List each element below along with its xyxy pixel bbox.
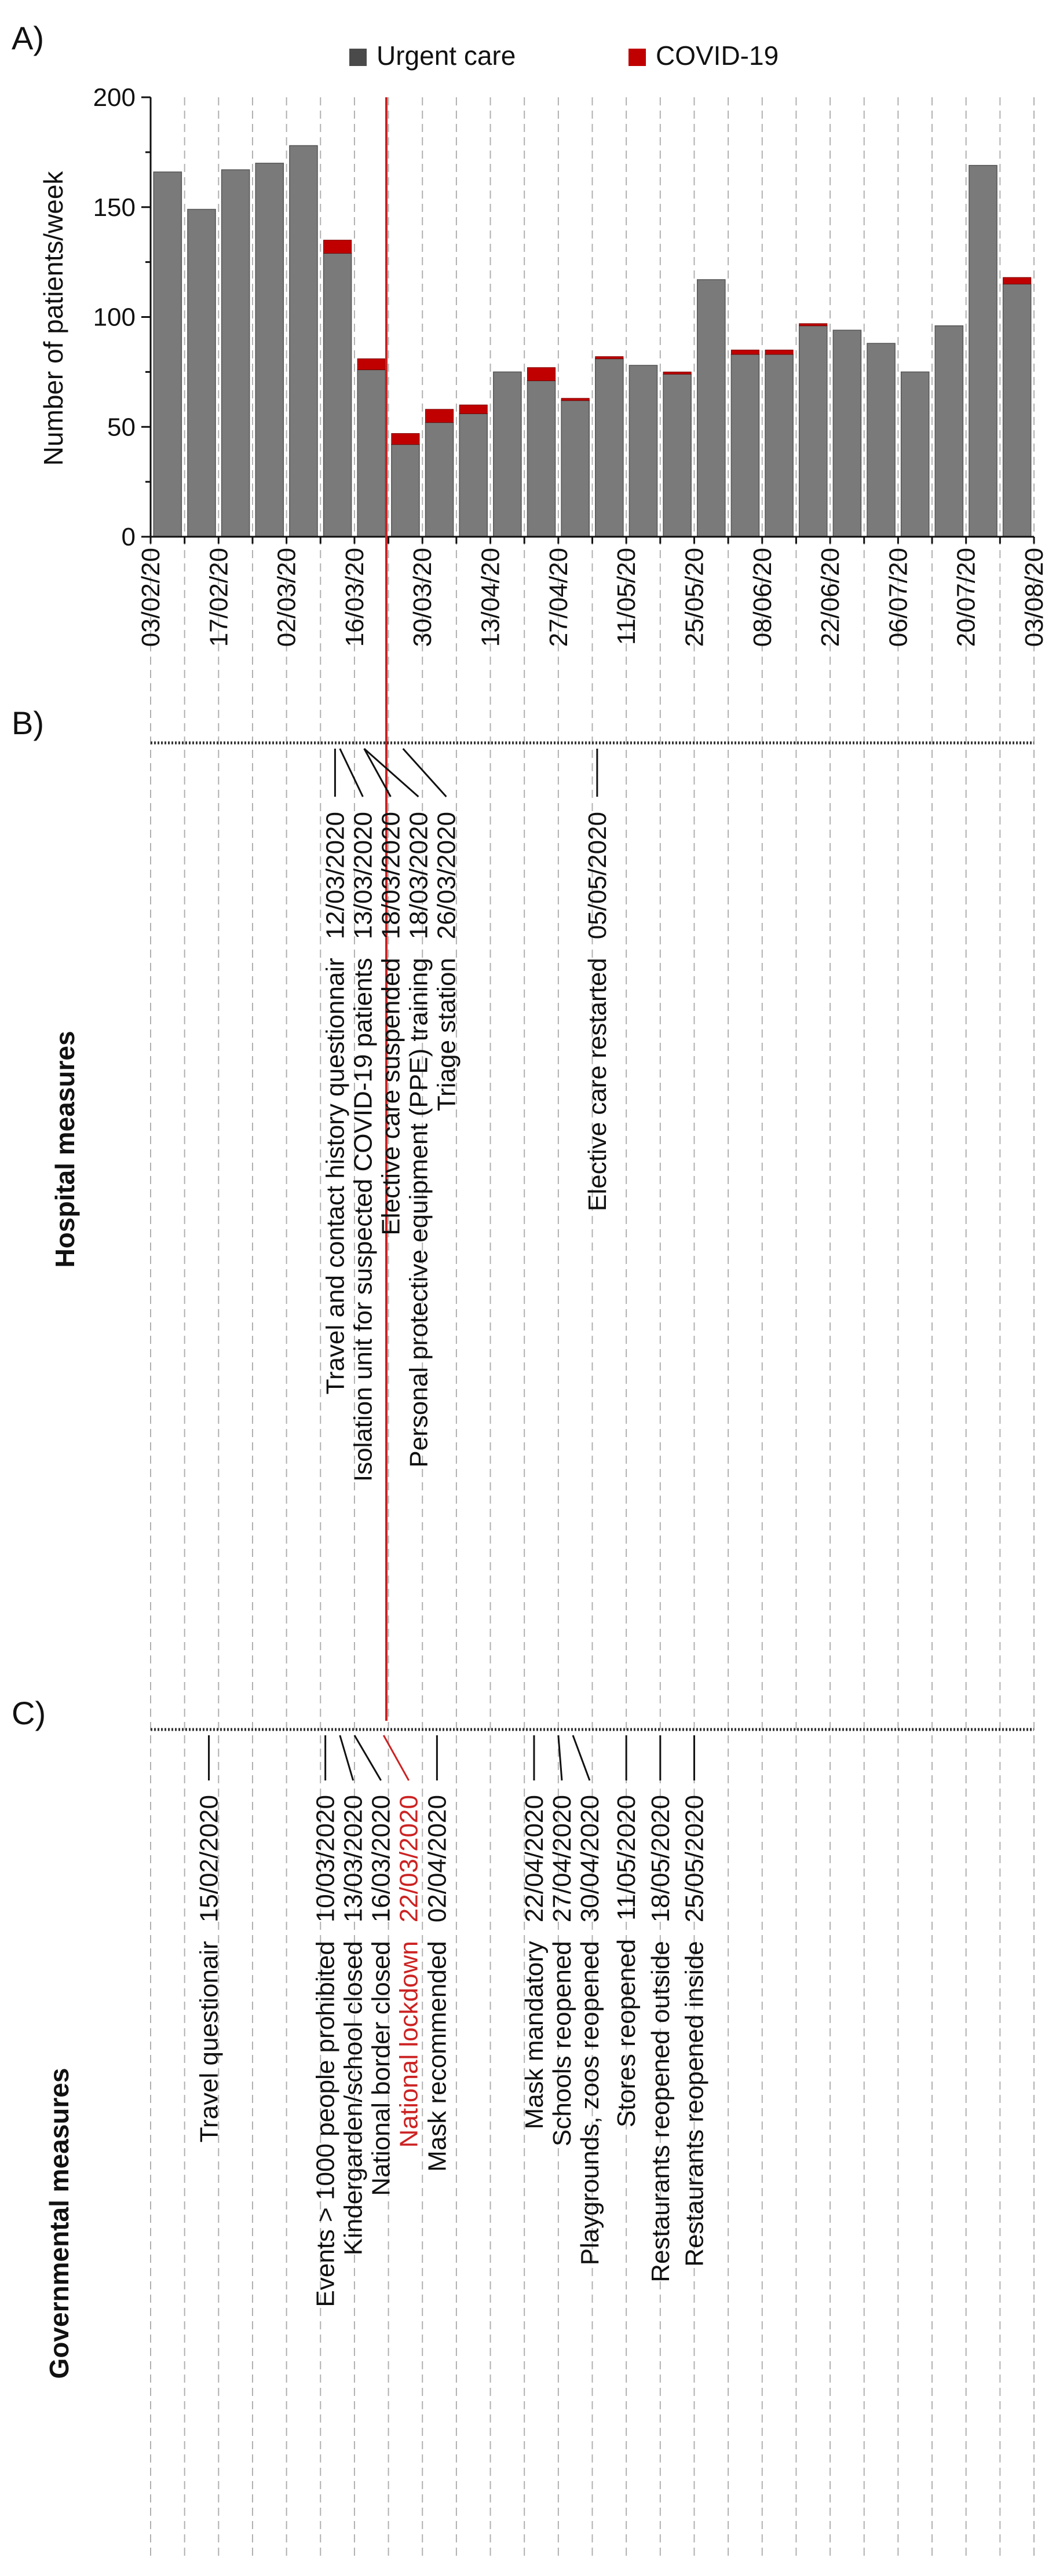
hospital-event-date-2: 18/03/2020 [377,812,405,940]
government-event-5 [423,1795,451,2172]
x-tick-label-02-03-20: 02/03/20 [272,548,301,647]
hospital-measures [321,749,611,1482]
x-tick-label-16-03-20: 16/03/20 [340,548,369,647]
bar-covid-19-08-06-20 [765,350,793,354]
hospital-event-0 [321,812,349,1394]
hospital-event-date-4: 26/03/2020 [432,812,461,940]
government-event-11 [680,1795,708,2267]
bar-urgent-care-09-03-20 [324,253,352,537]
government-leader-4 [383,1735,408,1780]
legend-label-urgent-care: Urgent care [377,41,516,71]
bar-covid-19-06-04-20 [459,405,487,413]
government-event-2 [339,1795,368,2255]
government-event-label-10: Restaurants reopened outside [646,1941,675,2282]
government-event-date-2: 13/03/2020 [339,1795,368,1923]
y-axis-ticks [93,83,151,551]
x-tick-label-06-07-20: 06/07/20 [884,548,913,647]
hospital-event-date-0: 12/03/2020 [321,812,350,940]
hospital-leader-1 [340,749,363,797]
bar-covid-19-09-03-20 [324,240,352,254]
government-event-label-3: National border closed [367,1941,396,2196]
x-tick-label-13-04-20: 13/04/20 [476,548,505,647]
bar-urgent-care-16-03-20 [357,370,385,537]
hospital-event-5 [583,812,612,1211]
y-axis-label: Number of patients/week [38,171,68,466]
bar-urgent-care-23-03-20 [392,445,419,537]
bar-urgent-care-22-06-20 [833,330,861,537]
bar-urgent-care-24-02-20 [255,163,283,537]
bar-urgent-care-17-02-20 [222,170,250,537]
panel-label-a: A) [12,20,44,56]
bar-covid-19-23-03-20 [392,434,419,445]
bar-urgent-care-06-04-20 [459,413,487,537]
government-event-date-8: 30/04/2020 [575,1795,604,1923]
bar-urgent-care-06-07-20 [901,372,929,537]
hospital-event-4 [432,812,461,1111]
government-leader-3 [355,1735,381,1780]
bar-covid-19-04-05-20 [595,357,623,359]
bar-covid-19-20-04-20 [527,368,555,381]
government-event-date-3: 16/03/2020 [367,1795,396,1923]
hospital-event-date-5: 05/05/2020 [583,812,612,940]
government-event-label-11: Restaurants reopened inside [680,1941,709,2267]
x-tick-label-03-08-20: 03/08/20 [1020,548,1048,647]
government-event-10 [646,1795,675,2282]
hospital-event-label-4: Triage station [432,958,461,1112]
bar-urgent-care-29-06-20 [867,343,895,537]
government-event-8 [576,1795,604,2265]
y-tick-label-200: 200 [93,83,136,112]
bar-covid-19-18-05-20 [663,372,691,374]
government-event-9 [612,1795,641,2127]
bar-urgent-care-04-05-20 [595,359,623,537]
government-event-label-4: National lockdown [394,1941,423,2148]
government-leader-7 [558,1735,562,1780]
bar-covid-19-27-04-20 [561,398,589,401]
government-event-date-10: 18/05/2020 [646,1795,675,1923]
x-tick-label-11-05-20: 11/05/20 [612,548,641,646]
hospital-event-label-5: Elective care restarted [583,958,612,1211]
bar-urgent-care-27-07-20 [1003,284,1031,537]
government-event-0 [195,1795,224,2142]
hospital-event-label-3: Personal protective equipment (PPE) training [404,958,433,1468]
government-event-date-4: 22/03/2020 [394,1795,423,1923]
government-event-date-6: 22/04/2020 [520,1795,549,1923]
bar-urgent-care-20-07-20 [969,166,997,537]
government-event-6 [520,1795,549,2129]
government-measures-title: Governmental measures [44,2068,74,2379]
government-event-4 [395,1795,423,2148]
x-tick-label-08-06-20: 08/06/20 [748,548,777,647]
x-tick-label-20-07-20: 20/07/20 [952,548,981,647]
legend-label-covid-19: COVID-19 [656,41,779,71]
legend-swatch-urgent-care [349,49,367,66]
bar-urgent-care-03-02-20 [154,172,181,537]
hospital-event-date-3: 18/03/2020 [404,812,433,940]
hospital-event-label-0: Travel and contact history questionnair [321,958,350,1395]
legend-swatch-covid-19 [629,49,646,66]
government-event-label-0: Travel questionair [195,1941,224,2143]
panel-label-c: C) [12,1695,46,1731]
government-event-date-5: 02/04/2020 [423,1795,452,1923]
panel-label-b: B) [12,705,44,741]
bar-urgent-care-01-06-20 [731,354,759,537]
government-event-label-1: Events > 1000 people prohibited [311,1941,340,2307]
hospital-event-3 [404,812,433,1468]
x-tick-label-03-02-20: 03/02/20 [137,548,165,647]
government-event-label-7: Schools reopened [547,1941,576,2146]
hospital-event-2 [377,812,405,1236]
government-measures [195,1735,709,2307]
hospital-measures-title: Hospital measures [50,1031,80,1268]
government-event-date-7: 27/04/2020 [547,1795,576,1923]
bar-covid-19-30-03-20 [426,409,454,423]
government-event-label-2: Kindergarden/school closed [339,1941,368,2256]
bar-covid-19-27-07-20 [1003,277,1031,284]
legend [349,41,779,71]
government-event-date-9: 11/05/2020 [612,1795,641,1921]
x-tick-label-22-06-20: 22/06/20 [816,548,845,647]
bar-urgent-care-15-06-20 [799,326,827,537]
government-leader-2 [340,1735,353,1780]
government-event-3 [367,1795,396,2196]
x-tick-label-17-02-20: 17/02/20 [204,548,233,647]
y-tick-label-150: 150 [93,193,136,222]
bar-urgent-care-02-03-20 [290,145,317,537]
x-tick-label-30-03-20: 30/03/20 [408,548,437,647]
bar-urgent-care-20-04-20 [527,381,555,537]
x-tick-label-25-05-20: 25/05/20 [680,548,709,647]
bar-urgent-care-10-02-20 [188,210,215,537]
hospital-event-label-2: Elective care suspended [377,958,405,1236]
y-tick-label-50: 50 [107,413,136,442]
government-event-date-11: 25/05/2020 [680,1795,709,1923]
bar-urgent-care-18-05-20 [663,374,691,537]
bar-covid-19-01-06-20 [731,350,759,354]
y-tick-label-0: 0 [121,523,136,551]
government-event-1 [312,1795,340,2307]
government-event-date-1: 10/03/2020 [311,1795,340,1923]
government-event-7 [548,1795,576,2146]
government-event-label-6: Mask mandatory [520,1941,549,2130]
government-leader-8 [573,1735,590,1780]
bar-urgent-care-11-05-20 [629,365,657,537]
government-event-label-8: Playgrounds, zoos reopened [575,1941,604,2266]
hospital-event-label-1: Isolation unit for suspected COVID-19 patients [349,958,378,1482]
bar-urgent-care-27-04-20 [561,401,589,537]
hospital-event-date-1: 13/03/2020 [349,812,378,940]
government-event-label-9: Stores reopened [612,1939,641,2128]
y-tick-label-100: 100 [93,303,136,332]
bar-urgent-care-13-04-20 [494,372,521,537]
x-tick-label-27-04-20: 27/04/20 [544,548,573,647]
bar-urgent-care-13-07-20 [935,326,963,537]
bar-urgent-care-08-06-20 [765,354,793,537]
bar-covid-19-15-06-20 [799,324,827,326]
bar-urgent-care-30-03-20 [426,423,454,537]
hospital-event-1 [349,812,377,1482]
government-event-date-0: 15/02/2020 [195,1795,224,1923]
government-event-label-5: Mask recommended [423,1941,452,2172]
bar-covid-19-16-03-20 [357,359,385,370]
bar-urgent-care-25-05-20 [697,280,725,537]
